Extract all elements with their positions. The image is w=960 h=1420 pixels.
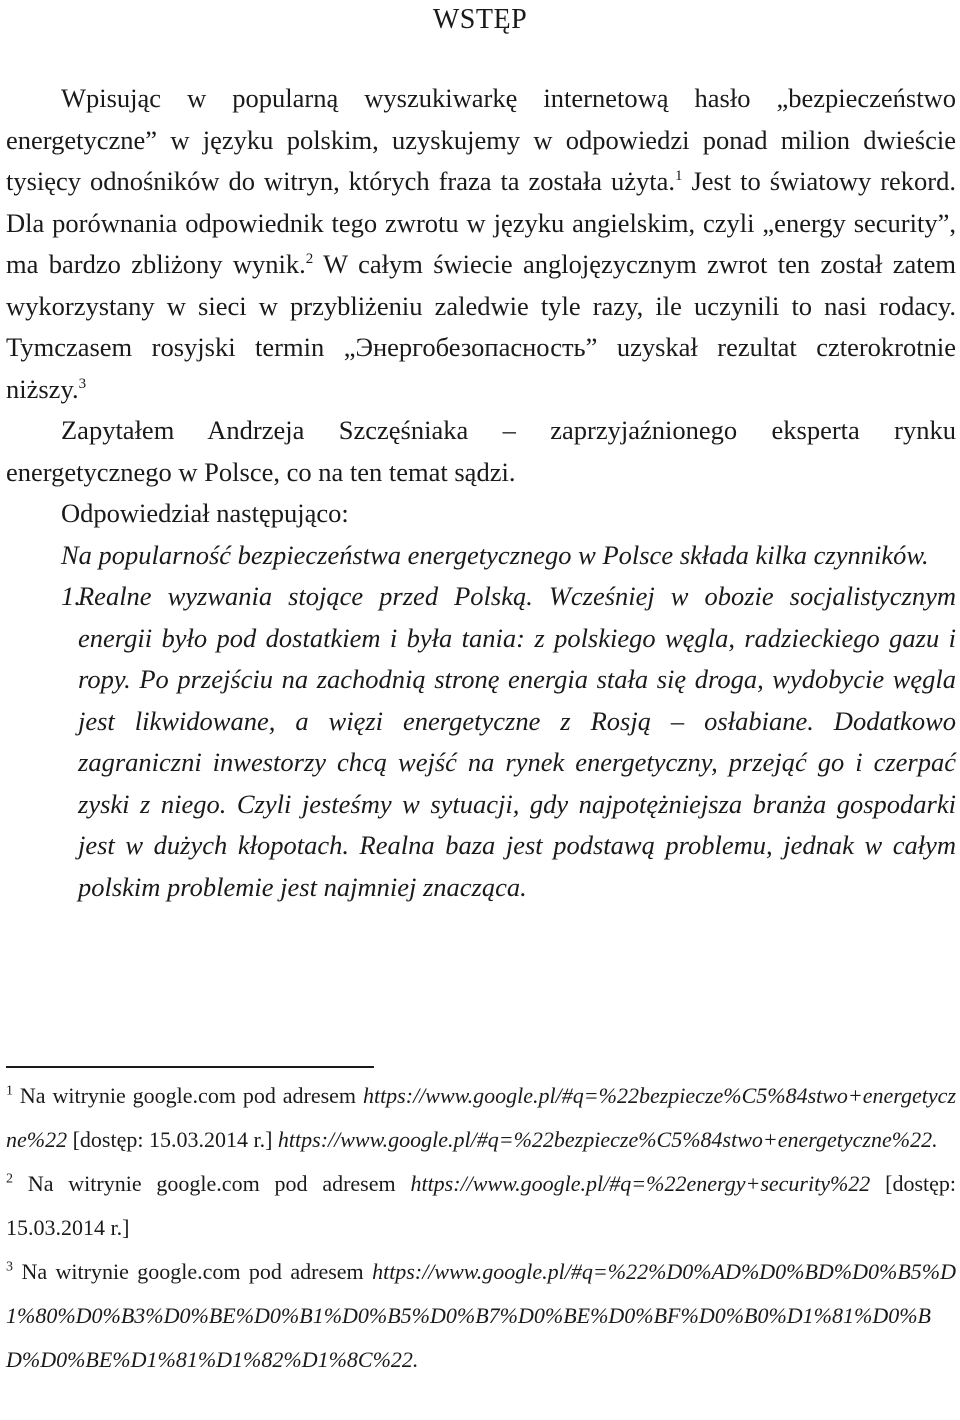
paragraph-answer-lead: Odpowiedział następująco: [61, 498, 349, 528]
footnote-1-access-date: [dostęp: 15.03.2014 r.] [67, 1127, 278, 1152]
footnote-ref-3[interactable]: 3 [78, 375, 87, 392]
footnote-ref-1[interactable]: 1 [675, 168, 683, 185]
footnote-2-link[interactable]: https://www.google.pl/#q=%22energy+security%22 [410, 1171, 871, 1196]
footnote-2 [6, 1162, 956, 1250]
page-title: WSTĘP [432, 4, 528, 35]
footnote-3-number: 3 [6, 1259, 13, 1275]
quote-list-item [6, 576, 956, 908]
footnote-1-link-2[interactable]: https://www.google.pl/#q=%22bezpiecze%C5%84stwo+energetyczne%22. [277, 1127, 938, 1152]
paragraph-question: Zapytałem Andrzeja Szczęśniaka – zaprzyjaźnionego eksperta rynku energetycznego w Polsce, co na ten temat sądzi. [6, 415, 956, 487]
quote-list [6, 576, 956, 908]
footnote-2-number: 2 [6, 1171, 13, 1187]
footnotes [6, 1074, 956, 1382]
paragraph-intro-part-a: Wpisując w popularną wyszukiwarkę internetową hasło „bezpieczeństwo energetyczne” w języku polskim, uzyskujemy w odpowiedzi ponad milion dwieście tysięcy odnośników do witryn, których fraza ta została użyta. [6, 83, 956, 196]
footnote-1 [6, 1074, 956, 1162]
footnote-ref-2[interactable]: 2 [305, 251, 314, 268]
quote-item-text: Realne wyzwania stojące przed Polską. Wcześniej w obozie socjalistycznym energii było pod dostatkiem i była tania: z polskiego węgla, radzieckiego gazu i ropy. Po przejściu na zachodnią stronę energia stała się droga, wydobycie węgla jest likwidowane, a więzi energetyczne z Rosją – osłabiane. Dodatkowo zagraniczni inwestorzy chcą wejść na rynek energetyczny, przejąć go i czerpać zyski z niego. Czyli jesteśmy w sytuacji, gdy najpotężniejsza branża gospodarki jest w dużych kłopotach. Realna baza jest podstawą problemu, jednak w całym polskim problemie jest najmniej znacząca. [78, 581, 956, 902]
footnote-separator [6, 1066, 374, 1068]
footnote-1-lead: Na witrynie google.com pod adresem [19, 1083, 363, 1108]
paragraph-intro [6, 78, 956, 410]
paragraph-intro-part-b: Jest to światowy rekord. Dla porównania odpowiednik tego zwrotu w języku angielskim, czyli „energy security”, ma bardzo zbliżony wynik. [6, 166, 956, 279]
footnote-1-link-1[interactable]: https://www.google.pl/#q=%22bezpiecze%C5%84stwo+energetyczne%22 [6, 1083, 957, 1152]
footnote-2-lead: Na witrynie google.com pod adresem [27, 1171, 411, 1196]
footnote-2-access-date: [dostęp: 15.03.2014 r.] [6, 1171, 957, 1240]
footnote-1-number: 1 [6, 1083, 13, 1099]
paragraph-intro-part-c: W całym świecie anglojęzycznym zwrot ten został zatem wykorzystany w sieci w przybliżeniu zaledwie tyle razy, ile uczynili to nasi rodacy. Tymczasem rosyjski termin „Энергобезопасность” uzyskał rezultat czterokrotnie niższy. [6, 249, 956, 404]
footnote-3-link[interactable]: https://www.google.pl/#q=%22%D0%AD%D0%BD%D0%B5%D1%80%D0%B3%D0%BE%D0%B1%D0%B5%D0%B7%D0%BE%D0%BF%D0%B0%D1%81%D0%BD%D0%BE%D1%81%D1%82%D1%8C%22. [6, 1259, 957, 1372]
main-text [6, 78, 956, 908]
footnote-3 [6, 1250, 956, 1382]
footnote-3-lead: Na witrynie google.com pod adresem [21, 1259, 373, 1284]
quote-intro: Na popularność bezpieczeństwa energetycznego w Polsce składa kilka czynników. [61, 539, 929, 570]
quote-item-number: 1. [61, 581, 81, 611]
